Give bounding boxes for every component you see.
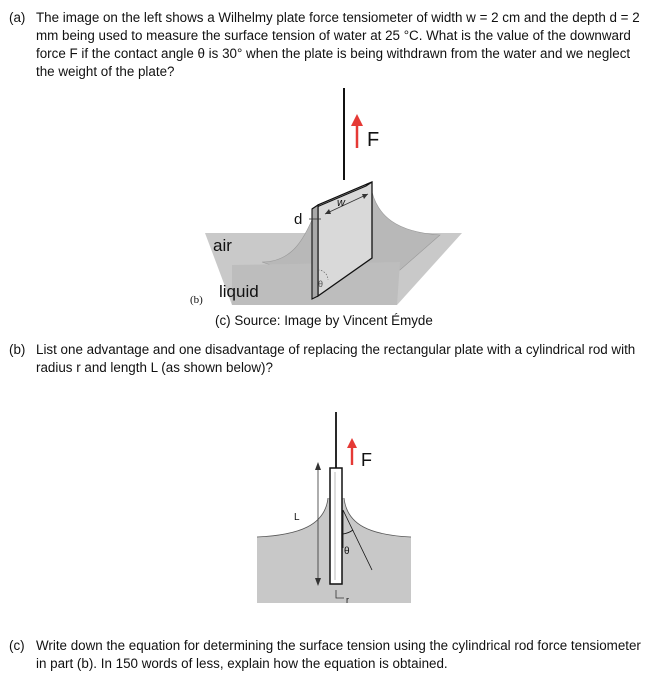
question-c-label: (c) — [9, 638, 25, 653]
liquid-label: liquid — [219, 282, 259, 301]
question-c — [9, 637, 649, 673]
figure-sublabel: (b) — [190, 294, 203, 306]
radius-label: r — [346, 595, 349, 605]
length-label: L — [294, 512, 300, 523]
contact-angle-label-1: θ — [318, 279, 324, 289]
question-b-text: List one advantage and one disadvantage of replacing the rectangular plate with a cylindrical rod with radius r and length L (as shown below)? — [36, 342, 636, 375]
force-label-1: F — [367, 129, 380, 151]
question-a-label: (a) — [9, 10, 26, 25]
width-label: w — [337, 197, 345, 209]
question-c-text: Write down the equation for determining the surface tension using the cylindrical rod force tensiometer in part (b). In 150 words of less, explain how the equation is obtained. — [36, 638, 641, 671]
air-label: air — [213, 236, 232, 255]
rod — [330, 468, 342, 584]
depth-label: d — [294, 211, 303, 228]
contact-angle-label-2: θ — [344, 546, 350, 557]
force-label-2: F — [361, 450, 372, 470]
question-b-label: (b) — [9, 342, 26, 357]
question-a-text: The image on the left shows a Wilhelmy plate force tensiometer of width w = 2 cm and the depth d = 2 mm being used to measure the surface tension of water at 25 °C. What is the value of the downward force F if the contact angle θ is 30° when the plate is being withdrawn from the water and we neglect the weight of the plate? — [36, 10, 640, 79]
rod-force-arrowhead — [347, 438, 357, 448]
figure-caption: (c) Source: Image by Vincent Émyde — [215, 313, 433, 328]
